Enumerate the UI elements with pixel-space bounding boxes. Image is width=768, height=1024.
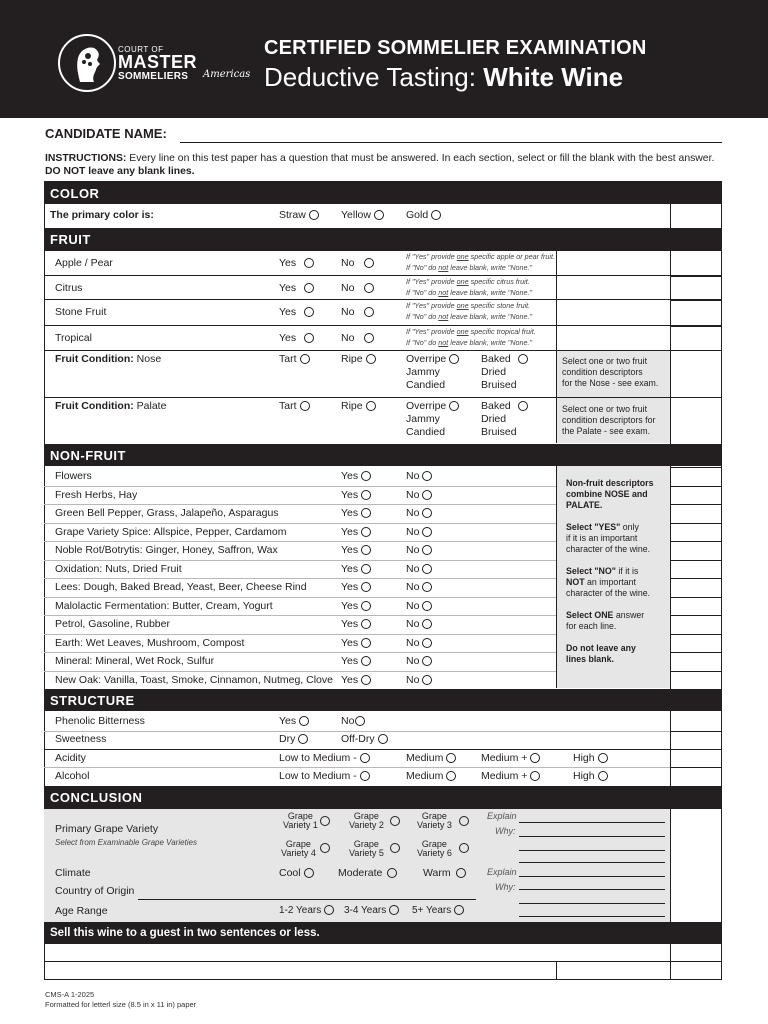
radio-icon[interactable]	[446, 771, 456, 781]
radio-icon[interactable]	[389, 905, 399, 915]
why-label: Why:	[495, 826, 516, 836]
fruit-row-note: If "Yes" provide one specific tropical fruit. If "No" do not leave blank, write "None."	[406, 327, 536, 347]
color-straw-option[interactable]: Straw	[279, 209, 319, 221]
logo-court-of: COURT OF	[118, 45, 164, 54]
explain-write-line[interactable]	[519, 862, 665, 863]
nonfruit-row-label: New Oak: Vanilla, Toast, Smoke, Cinnamon, Nutmeg, Clove	[55, 674, 333, 686]
nonfruit-no-option[interactable]: No	[406, 618, 432, 630]
radio-icon[interactable]	[364, 307, 374, 317]
row-divider	[44, 652, 556, 653]
nonfruit-yes-option[interactable]: Yes	[341, 470, 371, 482]
nonfruit-yes-option[interactable]: Yes	[341, 618, 371, 630]
age-range-label: Age Range	[55, 905, 108, 917]
row-divider	[44, 671, 556, 672]
fruit-row-label: Stone Fruit	[55, 306, 107, 318]
acidity-label: Acidity	[55, 752, 86, 764]
row-divider	[670, 652, 722, 653]
nose-tart-option[interactable]: Tart	[279, 353, 310, 365]
radio-icon[interactable]	[518, 401, 528, 411]
radio-icon[interactable]	[454, 905, 464, 915]
nonfruit-no-option[interactable]: No	[406, 600, 432, 612]
header-banner	[0, 0, 768, 118]
acidity-mediumplus-option[interactable]: Medium +	[481, 752, 540, 764]
nose-ripe-option[interactable]: Ripe	[341, 353, 376, 365]
age-1-2-option[interactable]: 1-2 Years	[279, 905, 334, 916]
nonfruit-row-label: Lees: Dough, Baked Bread, Yeast, Beer, Cheese Rind	[55, 581, 307, 593]
radio-icon[interactable]	[361, 619, 371, 629]
fruit-yes-option[interactable]: Yes	[279, 306, 314, 318]
row-divider	[670, 250, 722, 251]
radio-icon[interactable]	[422, 490, 432, 500]
age-3-4-option[interactable]: 3-4 Years	[344, 905, 399, 916]
nonfruit-row-label: Noble Rot/Botrytis: Ginger, Honey, Saffron, Wax	[55, 544, 278, 556]
radio-icon[interactable]	[299, 716, 309, 726]
radio-icon[interactable]	[431, 210, 441, 220]
fruit-row-note: If "Yes" provide one specific stone fruit. If "No" do not leave blank, write "None."	[406, 301, 533, 321]
radio-icon[interactable]	[366, 354, 376, 364]
alcohol-mediumplus-option[interactable]: Medium +	[481, 770, 540, 782]
radio-icon[interactable]	[422, 656, 432, 666]
radio-icon[interactable]	[324, 905, 334, 915]
sweetness-label: Sweetness	[55, 733, 107, 745]
row-divider	[44, 767, 670, 768]
color-question: The primary color is:	[50, 209, 154, 221]
sweetness-dry-option[interactable]: Dry	[279, 733, 308, 745]
fruit-yes-option[interactable]: Yes	[279, 332, 314, 344]
radio-icon[interactable]	[304, 258, 314, 268]
palate-overripe-option[interactable]: Overripe	[406, 400, 459, 412]
row-divider	[44, 299, 722, 300]
row-divider	[670, 486, 722, 487]
row-divider	[44, 578, 556, 579]
fruit-row-label: Apple / Pear	[55, 257, 113, 269]
climate-cool-option[interactable]: Cool	[279, 867, 314, 879]
row-divider	[44, 731, 670, 732]
nonfruit-yes-option[interactable]: Yes	[341, 489, 371, 501]
row-divider	[670, 523, 722, 524]
country-label: Country of Origin	[55, 885, 135, 897]
nonfruit-row-label: Oxidation: Nuts, Dried Fruit	[55, 563, 182, 575]
radio-icon[interactable]	[422, 471, 432, 481]
instructions: INSTRUCTIONS: Every line on this test paper has a question that must be answered. In each section, select or fill the blank with the best answer. DO NOT leave any blank lines.	[45, 153, 715, 177]
radio-icon[interactable]	[422, 508, 432, 518]
alcohol-label: Alcohol	[55, 770, 90, 782]
radio-icon[interactable]	[456, 868, 466, 878]
fruit-row-label: Citrus	[55, 282, 83, 294]
radio-icon[interactable]	[598, 771, 608, 781]
row-divider	[44, 541, 556, 542]
climate-label: Climate	[55, 867, 91, 879]
sell-answer-line[interactable]	[44, 961, 722, 962]
radio-icon[interactable]	[422, 638, 432, 648]
radio-icon[interactable]	[378, 734, 388, 744]
section-structure: STRUCTURE	[44, 689, 722, 711]
row-divider	[670, 228, 722, 229]
radio-icon[interactable]	[361, 471, 371, 481]
grape-variety-sub: Select from Examinable Grape Varieties	[55, 838, 197, 847]
paper-format-note: Formatted for letterl size (8.5 in x 11 in) paper	[45, 1000, 197, 1009]
radio-icon[interactable]	[366, 401, 376, 411]
radio-icon[interactable]	[422, 527, 432, 537]
exam-subtitle: Deductive Tasting: White Wine	[264, 62, 624, 92]
radio-icon[interactable]	[320, 843, 330, 853]
radio-icon[interactable]	[300, 401, 310, 411]
section-conclusion: CONCLUSION	[44, 786, 722, 808]
explain-label: Explain	[487, 867, 517, 877]
fruit-no-option[interactable]: No	[341, 282, 374, 294]
grape-variety-6-option[interactable]: Grape Variety 6	[417, 839, 452, 858]
row-divider	[670, 467, 722, 468]
phenolic-label: Phenolic Bitterness	[55, 715, 145, 727]
radio-icon[interactable]	[304, 333, 314, 343]
section-color: COLOR	[44, 182, 722, 204]
row-divider	[44, 325, 722, 326]
row-divider	[44, 615, 556, 616]
fruit-yes-option[interactable]: Yes	[279, 282, 314, 294]
fruit-row-label: Tropical	[55, 332, 92, 344]
radio-icon[interactable]	[598, 753, 608, 763]
logo-master: MASTER	[118, 52, 197, 72]
row-divider	[670, 326, 722, 327]
explain-write-line[interactable]	[519, 916, 665, 917]
radio-icon[interactable]	[422, 601, 432, 611]
row-divider	[44, 523, 556, 524]
nonfruit-yes-option[interactable]: Yes	[341, 674, 371, 686]
grape-variety-2-option[interactable]: Grape Variety 2	[349, 811, 384, 830]
nonfruit-yes-option[interactable]: Yes	[341, 544, 371, 556]
palate-hint: Select one or two fruit condition descriptors for the Palate - see exam.	[562, 404, 656, 436]
grape-variety-5-option[interactable]: Grape Variety 5	[349, 839, 384, 858]
grape-variety-label: Primary Grape Variety	[55, 823, 159, 835]
nonfruit-no-option[interactable]: No	[406, 637, 432, 649]
nonfruit-no-option[interactable]: No	[406, 526, 432, 538]
alcohol-high-option[interactable]: High	[573, 770, 608, 782]
radio-icon[interactable]	[459, 843, 469, 853]
grape-variety-4-option[interactable]: Grape Variety 4	[281, 839, 316, 858]
row-divider	[44, 634, 556, 635]
radio-icon[interactable]	[361, 564, 371, 574]
row-divider	[670, 300, 722, 301]
nonfruit-row-label: Flowers	[55, 470, 92, 482]
row-divider	[670, 615, 722, 616]
nonfruit-no-option[interactable]: No	[406, 655, 432, 667]
fruit-no-option[interactable]: No	[341, 257, 374, 269]
nonfruit-no-option[interactable]: No	[406, 674, 432, 686]
radio-icon[interactable]	[361, 527, 371, 537]
nose-dried-label: Dried	[481, 366, 507, 378]
nonfruit-yes-option[interactable]: Yes	[341, 637, 371, 649]
acidity-low-option[interactable]: Low to Medium -	[279, 752, 370, 764]
radio-icon[interactable]	[449, 401, 459, 411]
nonfruit-row-label: Fresh Herbs, Hay	[55, 489, 138, 501]
explain-write-line[interactable]	[519, 822, 665, 823]
radio-icon[interactable]	[459, 816, 469, 826]
radio-icon[interactable]	[361, 638, 371, 648]
nonfruit-row-label: Grape Variety Spice: Allspice, Pepper, Cardamom	[55, 526, 287, 538]
fruit-yes-option[interactable]: Yes	[279, 257, 314, 269]
nonfruit-yes-option[interactable]: Yes	[341, 581, 371, 593]
radio-icon[interactable]	[355, 716, 365, 726]
palate-tart-option[interactable]: Tart	[279, 400, 310, 412]
row-divider	[44, 250, 722, 251]
age-5plus-option[interactable]: 5+ Years	[412, 905, 464, 916]
exam-title: CERTIFIED SOMMELIER EXAMINATION	[264, 37, 647, 59]
radio-icon[interactable]	[422, 619, 432, 629]
radio-icon[interactable]	[374, 210, 384, 220]
explain-write-line[interactable]	[519, 850, 665, 851]
radio-icon[interactable]	[360, 771, 370, 781]
explain-label: Explain	[487, 811, 517, 821]
nose-overripe-option[interactable]: Overripe	[406, 353, 459, 365]
radio-icon[interactable]	[422, 675, 432, 685]
row-divider	[670, 276, 722, 277]
color-gold-option[interactable]: Gold	[406, 209, 441, 221]
explain-write-line[interactable]	[519, 903, 665, 904]
row-divider	[44, 749, 722, 750]
phenolic-no-option[interactable]: No	[341, 715, 365, 727]
radio-icon[interactable]	[390, 843, 400, 853]
radio-icon[interactable]	[361, 656, 371, 666]
grape-variety-1-option[interactable]: Grape Variety 1	[283, 811, 318, 830]
logo-sommeliers: SOMMELIERS	[118, 71, 189, 82]
fruit-note-divider	[556, 250, 557, 443]
nonfruit-no-option[interactable]: No	[406, 544, 432, 556]
nonfruit-no-option[interactable]: No	[406, 489, 432, 501]
palate-bruised-label: Bruised	[481, 426, 517, 438]
logo-emblem-icon	[58, 34, 116, 92]
form-code: CMS-A 1-2025	[45, 990, 95, 999]
radio-icon[interactable]	[387, 868, 397, 878]
row-divider	[670, 634, 722, 635]
explain-write-line[interactable]	[519, 836, 665, 837]
nonfruit-hint: Non-fruit descriptors combine NOSE and PALATE. Select "YES" only if it is an important character of the wine. Select "NO" if it is NOT an important character of the wine. Select ONE answer for each line. Do not leave any lines blank.	[566, 478, 654, 664]
row-divider	[670, 541, 722, 542]
radio-icon[interactable]	[361, 582, 371, 592]
radio-icon[interactable]	[309, 210, 319, 220]
row-divider	[44, 397, 722, 398]
fruit-condition-palate-label: Fruit Condition: Palate	[55, 400, 167, 412]
nose-baked-option[interactable]: Baked	[481, 353, 528, 365]
fruit-row-note: If "Yes" provide one specific citrus fruit. If "No" do not leave blank, write "None."	[406, 277, 533, 297]
nose-hint: Select one or two fruit condition descriptors for the Nose - see exam.	[562, 356, 659, 388]
radio-icon[interactable]	[364, 258, 374, 268]
row-divider	[44, 486, 556, 487]
explain-write-line[interactable]	[519, 889, 665, 890]
nonfruit-no-option[interactable]: No	[406, 563, 432, 575]
row-divider	[670, 578, 722, 579]
fruit-row-note: If "Yes" provide one specific apple or pear fruit. If "No" do not leave blank, write "None."	[406, 252, 555, 272]
row-divider	[44, 808, 722, 809]
color-yellow-option[interactable]: Yellow	[341, 209, 384, 221]
radio-icon[interactable]	[422, 564, 432, 574]
nonfruit-yes-option[interactable]: Yes	[341, 526, 371, 538]
nonfruit-row-label: Green Bell Pepper, Grass, Jalapeño, Asparagus	[55, 507, 279, 519]
acidity-high-option[interactable]: High	[573, 752, 608, 764]
radio-icon[interactable]	[360, 753, 370, 763]
nose-bruised-label: Bruised	[481, 379, 517, 391]
radio-icon[interactable]	[300, 354, 310, 364]
alcohol-medium-option[interactable]: Medium	[406, 770, 456, 782]
row-divider	[670, 731, 722, 732]
phenolic-yes-option[interactable]: Yes	[279, 715, 309, 727]
radio-icon[interactable]	[320, 816, 330, 826]
nonfruit-note-divider	[556, 466, 557, 688]
radio-icon[interactable]	[422, 582, 432, 592]
candidate-name-field[interactable]	[180, 142, 722, 143]
radio-icon[interactable]	[530, 771, 540, 781]
fruit-no-option[interactable]: No	[341, 332, 374, 344]
climate-moderate-option[interactable]: Moderate	[338, 867, 397, 879]
sweetness-offdry-option[interactable]: Off-Dry	[341, 733, 388, 745]
nonfruit-yes-option[interactable]: Yes	[341, 655, 371, 667]
palate-ripe-option[interactable]: Ripe	[341, 400, 376, 412]
nonfruit-yes-option[interactable]: Yes	[341, 507, 371, 519]
row-divider	[670, 597, 722, 598]
logo-americas: Americas	[203, 69, 251, 80]
radio-icon[interactable]	[422, 545, 432, 555]
nonfruit-yes-option[interactable]: Yes	[341, 600, 371, 612]
fruit-condition-nose-label: Fruit Condition: Nose	[55, 353, 162, 365]
nose-jammy-label: Jammy	[406, 366, 440, 378]
section-fruit: FRUIT	[44, 228, 722, 250]
nonfruit-row-label: Petrol, Gasoline, Rubber	[55, 618, 170, 630]
radio-icon[interactable]	[361, 601, 371, 611]
nonfruit-no-option[interactable]: No	[406, 470, 432, 482]
nonfruit-row-label: Earth: Wet Leaves, Mushroom, Compost	[55, 637, 245, 649]
row-divider	[670, 444, 722, 445]
row-divider	[670, 767, 722, 768]
radio-icon[interactable]	[298, 734, 308, 744]
radio-icon[interactable]	[390, 816, 400, 826]
radio-icon[interactable]	[449, 354, 459, 364]
nonfruit-no-option[interactable]: No	[406, 581, 432, 593]
explain-write-line[interactable]	[519, 876, 665, 877]
row-divider	[44, 560, 556, 561]
nose-candied-label: Candied	[406, 379, 446, 391]
row-divider	[670, 397, 722, 398]
nonfruit-row-label: Malolactic Fermentation: Butter, Cream, Yogurt	[55, 600, 273, 612]
nonfruit-row-label: Mineral: Mineral, Wet Rock, Sulfur	[55, 655, 215, 667]
radio-icon[interactable]	[518, 354, 528, 364]
sell-divider	[556, 961, 557, 980]
fruit-no-option[interactable]: No	[341, 306, 374, 318]
palate-jammy-label: Jammy	[406, 413, 440, 425]
palate-baked-option[interactable]: Baked	[481, 400, 528, 412]
radio-icon[interactable]	[361, 508, 371, 518]
acidity-medium-option[interactable]: Medium	[406, 752, 456, 764]
radio-icon[interactable]	[304, 283, 314, 293]
nonfruit-yes-option[interactable]: Yes	[341, 563, 371, 575]
row-divider	[670, 560, 722, 561]
row-divider	[44, 275, 722, 276]
section-nonfruit: NON-FRUIT	[44, 444, 722, 466]
country-write-line[interactable]	[138, 899, 476, 900]
radio-icon[interactable]	[364, 283, 374, 293]
section-sell: Sell this wine to a guest in two sentences or less.	[44, 922, 722, 944]
radio-icon[interactable]	[361, 545, 371, 555]
row-divider	[670, 350, 722, 351]
row-divider	[44, 350, 722, 351]
radio-icon[interactable]	[304, 868, 314, 878]
radio-icon[interactable]	[364, 333, 374, 343]
row-divider	[44, 597, 556, 598]
row-divider	[670, 671, 722, 672]
grape-variety-3-option[interactable]: Grape Variety 3	[417, 811, 452, 830]
radio-icon[interactable]	[361, 490, 371, 500]
row-divider	[44, 504, 556, 505]
climate-warm-option[interactable]: Warm	[423, 867, 466, 879]
row-divider	[670, 504, 722, 505]
why-label: Why:	[495, 882, 516, 892]
radio-icon[interactable]	[446, 753, 456, 763]
palate-candied-label: Candied	[406, 426, 446, 438]
radio-icon[interactable]	[304, 307, 314, 317]
palate-dried-label: Dried	[481, 413, 507, 425]
candidate-name-label: CANDIDATE NAME:	[45, 126, 167, 141]
nonfruit-no-option[interactable]: No	[406, 507, 432, 519]
answer-column-divider	[670, 203, 671, 980]
radio-icon[interactable]	[361, 675, 371, 685]
alcohol-low-option[interactable]: Low to Medium -	[279, 770, 370, 782]
radio-icon[interactable]	[530, 753, 540, 763]
